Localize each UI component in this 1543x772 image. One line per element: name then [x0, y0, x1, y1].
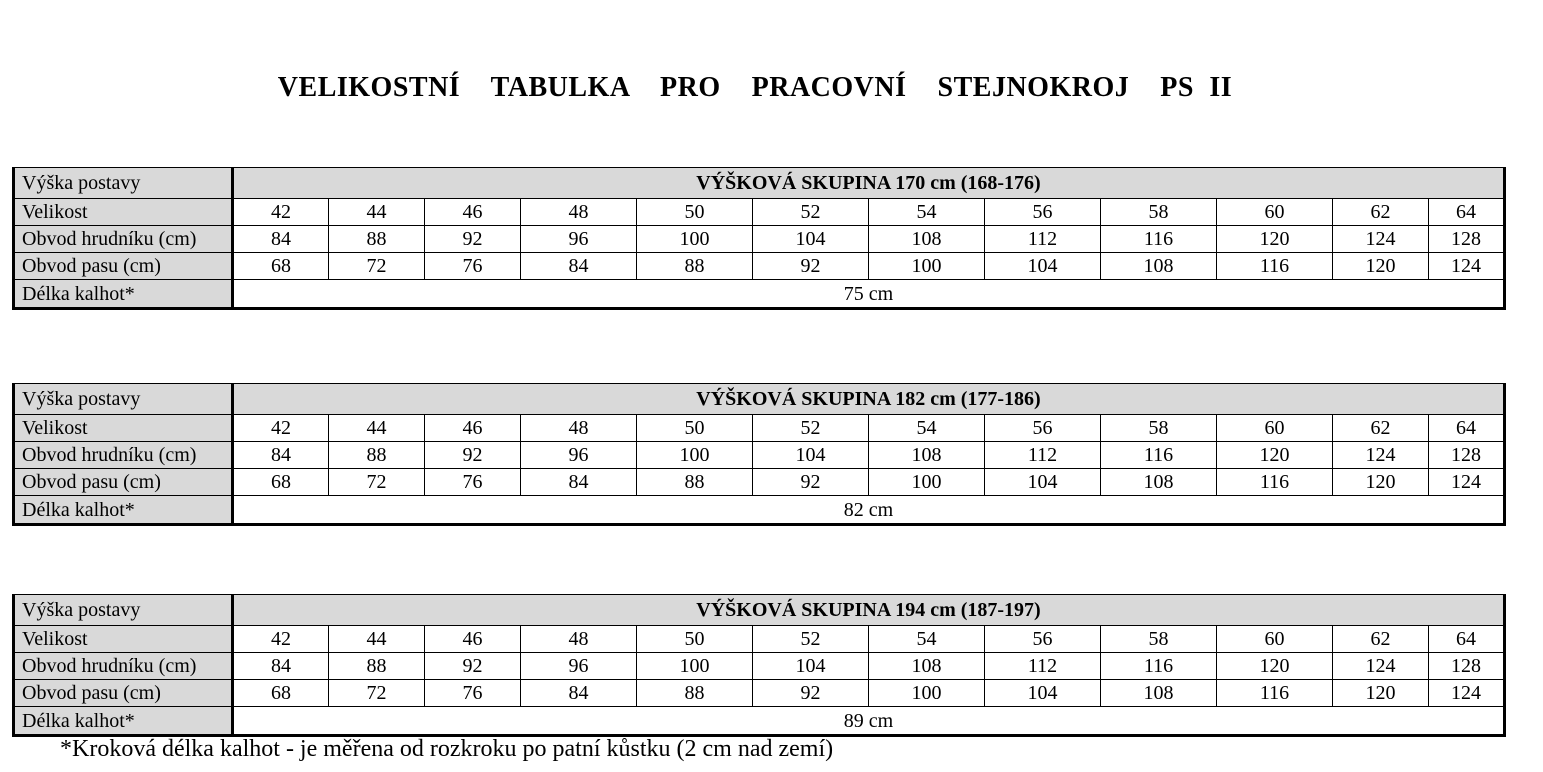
sizes-cell: 62 — [1333, 199, 1429, 226]
table-row — [14, 595, 1505, 626]
sizes-cell: 56 — [985, 626, 1101, 653]
chest-cell: 128 — [1429, 442, 1505, 469]
table-row — [14, 384, 1505, 415]
waist-cell: 120 — [1333, 253, 1429, 280]
table-row — [14, 280, 1505, 309]
chest-cell: 108 — [869, 226, 985, 253]
waist-cell: 120 — [1333, 469, 1429, 496]
row-label-chest: Obvod hrudníku (cm) — [14, 653, 233, 680]
sizes-cell: 44 — [329, 199, 425, 226]
table-row — [14, 442, 1505, 469]
group-heading: VÝŠKOVÁ SKUPINA 194 cm (187-197) — [233, 595, 1505, 626]
chest-cell: 116 — [1101, 442, 1217, 469]
row-label-height: Výška postavy — [14, 168, 233, 199]
chest-cell: 116 — [1101, 226, 1217, 253]
waist-cell: 68 — [233, 680, 329, 707]
waist-cell: 68 — [233, 253, 329, 280]
row-label-trouser-length: Délka kalhot* — [14, 707, 233, 736]
waist-cell: 92 — [753, 253, 869, 280]
chest-cell: 88 — [329, 653, 425, 680]
waist-cell: 104 — [985, 680, 1101, 707]
chest-cell: 92 — [425, 442, 521, 469]
trouser-length-value: 89 cm — [233, 707, 1505, 736]
sizes-cell: 54 — [869, 199, 985, 226]
row-label-size: Velikost — [14, 415, 233, 442]
sizes-cell: 56 — [985, 199, 1101, 226]
row-label-waist: Obvod pasu (cm) — [14, 680, 233, 707]
row-label-trouser-length: Délka kalhot* — [14, 280, 233, 309]
sizes-cell: 64 — [1429, 199, 1505, 226]
waist-cell: 88 — [637, 680, 753, 707]
chest-cell: 84 — [233, 442, 329, 469]
trouser-length-value: 75 cm — [233, 280, 1505, 309]
waist-cell: 72 — [329, 469, 425, 496]
waist-cell: 84 — [521, 253, 637, 280]
chest-cell: 124 — [1333, 653, 1429, 680]
page-title: VELIKOSTNÍ TABULKA PRO PRACOVNÍ STEJNOKROJ PS II — [277, 72, 1233, 103]
sizes-cell: 50 — [637, 626, 753, 653]
chest-cell: 112 — [985, 226, 1101, 253]
waist-cell: 100 — [869, 469, 985, 496]
waist-cell: 120 — [1333, 680, 1429, 707]
chest-cell: 92 — [425, 226, 521, 253]
waist-cell: 92 — [753, 469, 869, 496]
sizes-cell: 44 — [329, 415, 425, 442]
chest-cell: 108 — [869, 653, 985, 680]
chest-cell: 100 — [637, 226, 753, 253]
waist-cell: 108 — [1101, 469, 1217, 496]
chest-cell: 100 — [637, 442, 753, 469]
footnote: *Kroková délka kalhot - je měřena od rozkroku po patní kůstku (2 cm nad zemí) — [60, 736, 834, 762]
table-row — [14, 626, 1505, 653]
waist-cell: 84 — [521, 680, 637, 707]
chest-cell: 96 — [521, 226, 637, 253]
waist-cell: 88 — [637, 253, 753, 280]
size-table-group-1 — [12, 167, 1506, 310]
sizes-cell: 54 — [869, 626, 985, 653]
chest-cell: 128 — [1429, 653, 1505, 680]
sizes-cell: 60 — [1217, 626, 1333, 653]
waist-cell: 68 — [233, 469, 329, 496]
waist-cell: 108 — [1101, 253, 1217, 280]
chest-cell: 112 — [985, 653, 1101, 680]
sizes-cell: 60 — [1217, 415, 1333, 442]
size-table-group-2 — [12, 383, 1506, 526]
sizes-cell: 50 — [637, 199, 753, 226]
waist-cell: 100 — [869, 680, 985, 707]
table-row — [14, 680, 1505, 707]
waist-cell: 76 — [425, 680, 521, 707]
table-row — [14, 199, 1505, 226]
table-row — [14, 168, 1505, 199]
waist-cell: 72 — [329, 680, 425, 707]
chest-cell: 96 — [521, 653, 637, 680]
sizes-cell: 58 — [1101, 626, 1217, 653]
sizes-cell: 52 — [753, 626, 869, 653]
sizes-cell: 46 — [425, 626, 521, 653]
waist-cell: 100 — [869, 253, 985, 280]
chest-cell: 100 — [637, 653, 753, 680]
chest-cell: 104 — [753, 226, 869, 253]
chest-cell: 84 — [233, 226, 329, 253]
chest-cell: 120 — [1217, 653, 1333, 680]
sizes-cell: 48 — [521, 626, 637, 653]
sizes-cell: 46 — [425, 415, 521, 442]
waist-cell: 108 — [1101, 680, 1217, 707]
table-row — [14, 469, 1505, 496]
chest-cell: 88 — [329, 226, 425, 253]
sizes-cell: 56 — [985, 415, 1101, 442]
trouser-length-value: 82 cm — [233, 496, 1505, 525]
waist-cell: 84 — [521, 469, 637, 496]
chest-cell: 116 — [1101, 653, 1217, 680]
sizes-cell: 48 — [521, 199, 637, 226]
chest-cell: 96 — [521, 442, 637, 469]
waist-cell: 76 — [425, 469, 521, 496]
waist-cell: 104 — [985, 253, 1101, 280]
table-row — [14, 415, 1505, 442]
chest-cell: 104 — [753, 442, 869, 469]
sizes-cell: 42 — [233, 199, 329, 226]
row-label-height: Výška postavy — [14, 384, 233, 415]
sizes-cell: 42 — [233, 626, 329, 653]
waist-cell: 72 — [329, 253, 425, 280]
table-row — [14, 653, 1505, 680]
table-row — [14, 226, 1505, 253]
row-label-chest: Obvod hrudníku (cm) — [14, 226, 233, 253]
sizes-cell: 42 — [233, 415, 329, 442]
waist-cell: 116 — [1217, 469, 1333, 496]
waist-cell: 76 — [425, 253, 521, 280]
row-label-height: Výška postavy — [14, 595, 233, 626]
chest-cell: 88 — [329, 442, 425, 469]
chest-cell: 112 — [985, 442, 1101, 469]
sizes-cell: 50 — [637, 415, 753, 442]
waist-cell: 116 — [1217, 253, 1333, 280]
row-label-waist: Obvod pasu (cm) — [14, 469, 233, 496]
table-row — [14, 253, 1505, 280]
chest-cell: 84 — [233, 653, 329, 680]
sizes-cell: 44 — [329, 626, 425, 653]
chest-cell: 108 — [869, 442, 985, 469]
sizes-cell: 62 — [1333, 415, 1429, 442]
waist-cell: 92 — [753, 680, 869, 707]
sizes-cell: 48 — [521, 415, 637, 442]
chest-cell: 104 — [753, 653, 869, 680]
sizes-cell: 64 — [1429, 415, 1505, 442]
sizes-cell: 52 — [753, 415, 869, 442]
waist-cell: 104 — [985, 469, 1101, 496]
row-label-waist: Obvod pasu (cm) — [14, 253, 233, 280]
waist-cell: 124 — [1429, 469, 1505, 496]
chest-cell: 124 — [1333, 226, 1429, 253]
chest-cell: 92 — [425, 653, 521, 680]
row-label-size: Velikost — [14, 199, 233, 226]
sizes-cell: 62 — [1333, 626, 1429, 653]
group-heading: VÝŠKOVÁ SKUPINA 182 cm (177-186) — [233, 384, 1505, 415]
table-row — [14, 496, 1505, 525]
waist-cell: 116 — [1217, 680, 1333, 707]
sizes-cell: 60 — [1217, 199, 1333, 226]
row-label-trouser-length: Délka kalhot* — [14, 496, 233, 525]
chest-cell: 120 — [1217, 442, 1333, 469]
waist-cell: 124 — [1429, 680, 1505, 707]
chest-cell: 124 — [1333, 442, 1429, 469]
sizes-cell: 52 — [753, 199, 869, 226]
row-label-size: Velikost — [14, 626, 233, 653]
chest-cell: 128 — [1429, 226, 1505, 253]
table-row — [14, 707, 1505, 736]
waist-cell: 88 — [637, 469, 753, 496]
sizes-cell: 54 — [869, 415, 985, 442]
row-label-chest: Obvod hrudníku (cm) — [14, 442, 233, 469]
sizes-cell: 58 — [1101, 199, 1217, 226]
chest-cell: 120 — [1217, 226, 1333, 253]
waist-cell: 124 — [1429, 253, 1505, 280]
sizes-cell: 64 — [1429, 626, 1505, 653]
sizes-cell: 46 — [425, 199, 521, 226]
group-heading: VÝŠKOVÁ SKUPINA 170 cm (168-176) — [233, 168, 1505, 199]
size-table-group-3 — [12, 594, 1506, 737]
sizes-cell: 58 — [1101, 415, 1217, 442]
